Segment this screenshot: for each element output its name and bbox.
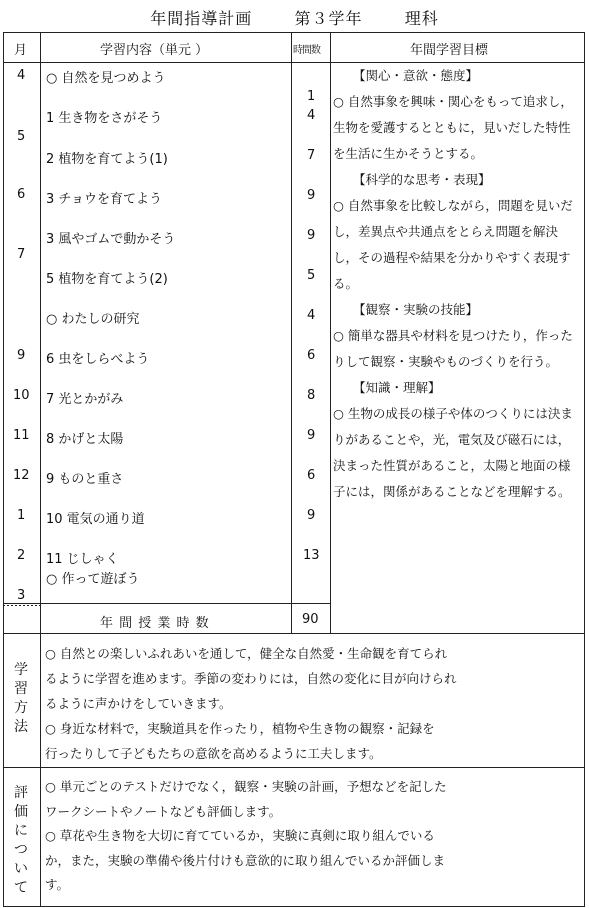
- goal-heading: 【観察・実験の技能】: [353, 302, 479, 317]
- unit-hours: 1: [307, 89, 316, 104]
- method-line: るように学習を進めます。季節の変わりには，自然の変化に目が向けられ: [45, 671, 457, 686]
- evaluation-line: ワークシートやノートなども評価します。: [45, 803, 282, 819]
- unit-hours: 9: [307, 428, 316, 443]
- month-label: 7: [17, 247, 26, 262]
- header-content: 学習内容（単元 ）: [100, 43, 209, 58]
- unit-hours: 9: [307, 228, 316, 243]
- goal-heading: 【知識・理解】: [353, 380, 441, 395]
- method-line: るように声かけをしていきます。: [45, 696, 232, 711]
- month-label: 4: [17, 68, 26, 83]
- unit-label: 1 生き物をさがそう: [46, 111, 163, 126]
- unit-hours: 8: [307, 388, 316, 403]
- unit-hours: 4: [307, 108, 316, 123]
- evaluation-heading: 評価について: [14, 785, 28, 896]
- method-line: ○ 身近な材料で，実験道具を作ったり，植物や生き物の観察・記録を: [45, 721, 435, 736]
- title-text: 年間指導計画: [150, 9, 253, 28]
- header-goals: 年間学習目標: [410, 43, 489, 58]
- unit-label: 6 虫をしらべよう: [46, 352, 150, 367]
- goal-text: ○ 簡単な器具や材料を見つけたり，作ったりして観察・実験やものづくりを行う。: [333, 328, 573, 369]
- unit-label: 7 光とかがみ: [46, 392, 124, 407]
- unit-hours: 4: [307, 308, 316, 323]
- unit-label: 10 電気の通り道: [46, 512, 145, 527]
- unit-hours: 7: [307, 148, 316, 163]
- unit-hours: 9: [307, 508, 316, 523]
- goals-text: [333, 63, 581, 505]
- unit-label: 11 じしゃく: [46, 552, 119, 567]
- header-hours: 時間数: [293, 45, 320, 56]
- evaluation-line: ○ 草花や生き物を大切に育てているか，実験に真剣に取り組んでいる: [45, 828, 435, 843]
- evaluation-line: す。: [45, 877, 70, 892]
- goal-text: ○ 自然事象を比較しながら，問題を見いだし，差異点や共通点をとらえ問題を解決し，その過程や結果を分かりやすく表現する。: [333, 198, 573, 291]
- unit-label: 5 植物を育てよう(2): [46, 272, 168, 287]
- total-value: 90: [302, 612, 319, 627]
- unit-label: ○ 自然を見つめよう: [46, 71, 166, 86]
- month-label: 2: [17, 548, 26, 563]
- unit-hours: 6: [307, 468, 316, 483]
- goal-text: ○ 自然事象を興味・関心をもって追求し，生物を愛護するとともに，見いだした特性を生活に生かそうとする。: [333, 94, 573, 161]
- page-title: [0, 6, 589, 29]
- unit-hours: 9: [307, 188, 316, 203]
- method-heading: 学習方法: [14, 662, 28, 735]
- header-month: 月: [14, 43, 28, 58]
- month-label: 6: [17, 187, 26, 202]
- subject-text: 理科: [404, 9, 439, 28]
- unit-label: 3 チョウを育てよう: [46, 192, 163, 207]
- method-line: ○ 自然との楽しいふれあいを通して，健全な自然愛・生命観を育てられ: [45, 646, 448, 661]
- unit-label: 8 かげと太陽: [46, 432, 124, 447]
- total-label: 年 間 授 業 時 数: [100, 616, 210, 631]
- goal-text: ○ 生物の成長の様子や体のつくりには決まりがあることや，光，電気及び磁石には，決まった性質があること，太陽と地面の様子には，関係があることなどを理解する。: [333, 406, 573, 499]
- evaluation-line: か，また，実験の準備や後片付けも意欲的に取り組んでいるか評価しま: [45, 852, 446, 868]
- unit-label: ○ わたしの研究: [46, 312, 140, 327]
- goal-heading: 【科学的な思考・表現】: [353, 172, 491, 187]
- unit-hours: 13: [303, 548, 320, 563]
- goal-heading: 【関心・意欲・態度】: [353, 68, 479, 83]
- evaluation-text: [45, 775, 447, 898]
- method-text: [45, 641, 457, 766]
- month-label: 1: [17, 508, 26, 523]
- unit-label: 9 ものと重さ: [46, 472, 124, 487]
- unit-label: 2 植物を育てよう(1): [46, 152, 168, 167]
- unit-label: ○ 作って遊ぼう: [46, 572, 140, 587]
- month-label: 5: [17, 129, 26, 144]
- unit-hours: 6: [307, 348, 316, 363]
- evaluation-line: ○ 単元ごとのテストだけでなく，観察・実験の計画，予想などを記した: [45, 779, 447, 794]
- unit-hours: 5: [307, 268, 316, 283]
- method-line: 行ったりして子どもたちの意欲を高めるように工夫します。: [45, 746, 382, 761]
- grade-text: 第３学年: [294, 9, 363, 28]
- month-label: 9: [17, 348, 26, 363]
- month-label: 11: [13, 428, 30, 443]
- month-label: 3: [17, 588, 26, 603]
- month-label: 10: [13, 388, 30, 403]
- month-label: 12: [13, 468, 30, 483]
- unit-label: 3 風やゴムで動かそう: [46, 232, 176, 247]
